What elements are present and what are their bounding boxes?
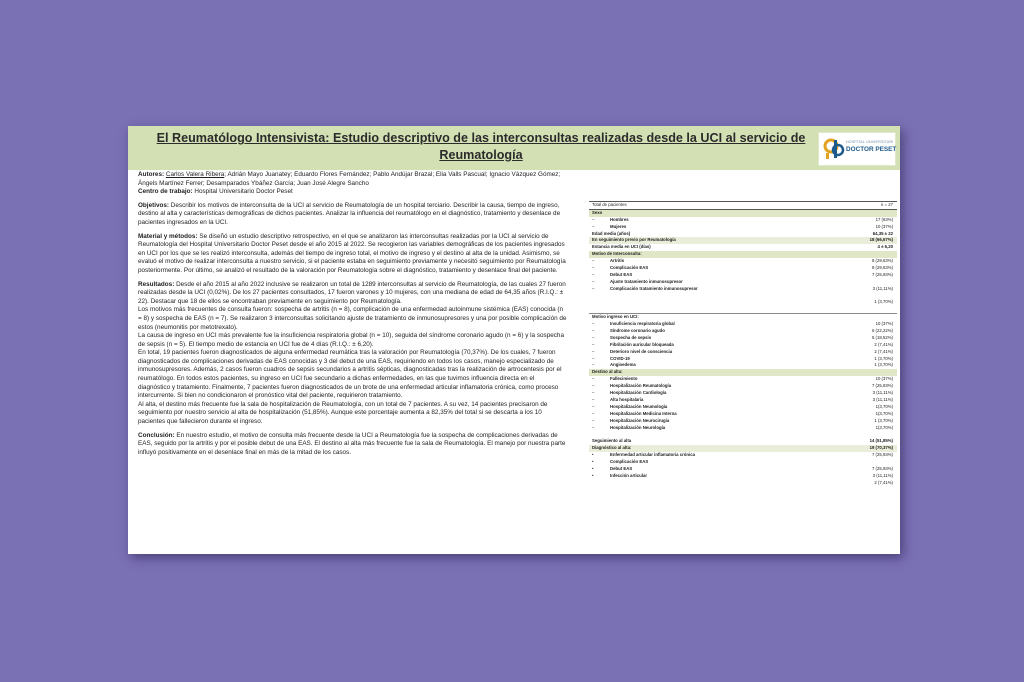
table-row (589, 335, 897, 342)
results-paragraph: Los motivos más frecuentes de consulta fueron: sospecha de artritis (n = 8), complicación de una enfermedad autoinmune sistémica (EAS) conocida (n = 8) y sospecha de EAS (n = 7). Se realizaron 3 interconsultas solicitando ajuste de tratamiento de inmunosupresores y una por posible complicación de estos (neumonitis por metotrexato). (138, 306, 567, 331)
table-row (589, 438, 897, 445)
row-label: Hombres (610, 216, 629, 222)
table-row (589, 411, 897, 418)
table-row (589, 224, 897, 231)
row-value: 4 ± 6,20 (877, 244, 893, 250)
row-label: Total de pacientes (592, 202, 627, 207)
row-value: 14 (51,85%) (869, 438, 893, 444)
row-label: Síndrome coronario agudo (610, 328, 665, 334)
row-label: Motivo de Interconsulta: (592, 251, 642, 257)
row-marker: – (592, 390, 595, 396)
row-marker: – (592, 258, 595, 264)
conclusion-label: Conclusión: (138, 431, 175, 439)
table-row (589, 349, 897, 356)
workplace-label: Centro de trabajo: (138, 188, 193, 196)
row-value: 10 (37%) (875, 376, 893, 382)
row-value: 1(3,70%) (875, 424, 893, 430)
row-marker: – (592, 285, 595, 291)
row-value: 17 (63%) (875, 216, 893, 222)
table-row (589, 313, 897, 321)
row-label: Hospitalización Neurocirugía (610, 417, 670, 423)
logo-line1: HOSPITAL UNIVERSITARI (846, 140, 894, 144)
row-marker: – (592, 348, 595, 354)
results-paragraph: La causa de ingreso en UCI más prevalente fue la insuficiencia respiratoria global (n = 10), seguida del síndrome coronario agudo (n = 6) y la sospecha de sepsis (n = 5). El tiempo medio de estancia en UCI fue de 4 días (R.I.Q.: ± 6,20). (138, 332, 564, 348)
table-row (589, 466, 897, 473)
table-row (589, 445, 897, 452)
row-value: 7 (25,93%) (871, 383, 893, 389)
row-label: Debut EAS (610, 465, 633, 471)
row-marker: – (592, 334, 595, 340)
row-marker: – (592, 265, 595, 271)
hospital-logo-icon (823, 137, 845, 161)
row-label: Alta hospitalaria (610, 396, 644, 402)
table-section-header (589, 251, 897, 258)
row-value: 1(3,70%) (875, 410, 893, 416)
row-value: 2 (7,41%) (874, 479, 893, 485)
row-marker: – (592, 278, 595, 284)
row-label: Destino al alta: (592, 369, 623, 375)
row-label: Deterioro nivel de consciencia (610, 348, 673, 354)
workplace-value: Hospital Universitario Doctor Peset (194, 188, 293, 196)
table-row (589, 356, 897, 363)
table-row (589, 397, 897, 404)
row-label: Hospitalización Neumología (610, 403, 668, 409)
table-row (589, 321, 897, 328)
row-label: Enfermedad articular inflamatoria crónica (610, 452, 696, 458)
table-row (589, 306, 897, 313)
row-label: Hospitalización Neurología (610, 424, 666, 430)
row-label: En seguimiento previo por Reumatología (592, 237, 676, 243)
row-marker: – (592, 216, 595, 222)
results-paragraph: En total, 19 pacientes fueron diagnosticados de alguna enfermedad reumática tras la valoración por Reumatología (70,37%). De los cuales, 7 fueron diagnosticados de complicaciones derivadas de EAS conocidas y 3 del debut de una EAS, requiriendo en todos los casos, manejo especializado de inmunosupresores. Además, 2 casos fueron cuadros de sepsis secundarios a artritis sépticas, diagnosticadas tras la realización de artrocentesis por el reumatólogo. En todos estos pacientes, su ingreso en UCI fue secundario a dichas enfermedades, en las que tuvimos influencia directa en el diagnóstico y tratamiento. Finalmente, 7 pacientes fueron diagnosticados de un brote de una enfermedad articular inflamatoria crónica, como proceso intercurrente. Si bien no condicionaron el pronóstico vital del paciente, requirieron tratamiento. (138, 349, 562, 400)
table-row (589, 376, 897, 383)
row-label: Fibrilación auricular bloqueada (610, 341, 674, 347)
row-marker: – (592, 383, 595, 389)
row-value: 19 (70,37%) (869, 445, 893, 451)
table-row (589, 272, 897, 279)
row-marker: – (592, 424, 595, 430)
table-row (589, 299, 897, 306)
row-value: 2 (7,41%) (874, 341, 893, 347)
table-row (589, 279, 897, 286)
row-label: Artritis (610, 258, 625, 264)
row-value: 8 (29,63%) (871, 265, 893, 271)
row-marker: – (592, 271, 595, 277)
row-label: Hospitalización Medicina Interna (610, 410, 677, 416)
objectives-text: Describir los motivos de interconsulta de la UCI al servicio de Reumatología de un hospital terciario. Describir la causa, tiempo de ingreso, destino al alta y características demográficas de dichos pacientes. Analizar la influencia del reumatólogo en el diagnóstico, tratamiento y desenlace de pacientes ingresados en la UCI. (138, 201, 561, 226)
hospital-logo (818, 132, 896, 166)
row-value: 10 (37%) (875, 321, 893, 327)
table-row (589, 265, 897, 272)
row-marker: – (592, 362, 595, 368)
row-label: Sospecha de sepsis (610, 334, 652, 340)
row-label: Ajuste tratamiento inmunosupresor (610, 278, 683, 284)
row-value: 10 (37%) (875, 223, 893, 229)
row-marker: • (592, 472, 594, 478)
table-row (589, 258, 897, 265)
poster-title: El Reumatólogo Intensivista: Estudio descriptivo de las interconsultas realizadas desde la UCI al servicio de Reumatología (156, 131, 806, 162)
authors-label: Autores: (138, 171, 165, 178)
row-label: Motivo ingreso en UCI: (592, 314, 639, 320)
row-marker: – (592, 223, 595, 229)
row-marker: – (592, 341, 595, 347)
row-marker: – (592, 376, 595, 382)
row-marker: • (592, 458, 594, 464)
row-value: 1 (3,70%) (874, 299, 893, 305)
row-value: 2 (7,41%) (874, 348, 893, 354)
row-value: 6 (22,22%) (871, 328, 893, 334)
row-value: 8 (29,63%) (871, 258, 893, 264)
row-value: 7 (25,93%) (871, 465, 893, 471)
row-value: 1 (3,70%) (874, 362, 893, 368)
row-value: 18 (66,67%) (869, 237, 893, 243)
row-marker: – (592, 396, 595, 402)
abstract-column (138, 171, 568, 457)
results-paragraph: Desde el año 2015 al año 2022 inclusive se realizaron un total de 1289 interconsultas al servicio de Reumatología, de las cuales 27 fueron realizadas desde la UCI (0,02%). De los 27 pacientes consultados, 17 fueron varones y 10 mujeres, con una mediana de edad de 64,35 años (R.I.Q.: ± 22). Destacar que 18 de ellos se encontraban previamente en seguimiento por Reumatología. (138, 280, 566, 305)
results-table (589, 201, 897, 487)
table-row (589, 362, 897, 369)
row-label: Debut EAS (610, 271, 633, 277)
title-banner (128, 126, 900, 170)
row-label: COVID-19 (610, 355, 630, 361)
table-row (589, 293, 897, 300)
table-row (589, 431, 897, 438)
table-row (589, 418, 897, 425)
row-marker: – (592, 410, 595, 416)
row-marker: – (592, 321, 595, 327)
row-value: 3 (11,11%) (872, 390, 893, 396)
row-value: 1 (3,70%) (874, 355, 893, 361)
authors (138, 171, 568, 188)
row-marker: – (592, 403, 595, 409)
row-label: Complicación EAS (610, 265, 649, 271)
row-marker: • (592, 452, 594, 458)
logo-line2: DOCTOR PESET (846, 146, 897, 153)
table-row (589, 286, 897, 293)
row-value: 3 (11,11%) (872, 396, 893, 402)
poster (128, 126, 900, 554)
results-section (138, 281, 568, 307)
row-label: Complicación EAS (610, 458, 649, 464)
conclusion-section (138, 432, 568, 458)
row-label: Mujeres (610, 223, 627, 229)
table-row (589, 473, 897, 480)
table-row (589, 231, 897, 238)
row-value: 7 (25,93%) (871, 452, 893, 458)
row-label: Edad media (años) (592, 230, 631, 236)
methods-label: Material y métodos: (138, 232, 198, 240)
row-label: Insuficiencia respiratoria global (610, 321, 675, 327)
table-row (589, 201, 897, 210)
table-section-header (589, 210, 897, 217)
table-row (589, 390, 897, 397)
table-row (589, 425, 897, 432)
row-label: Estancia media en UCI (días) (592, 244, 651, 250)
table-row (589, 383, 897, 390)
row-marker: – (592, 355, 595, 361)
row-label: Complicación tratamiento inmunosupresor (610, 285, 698, 291)
table-row (589, 237, 897, 244)
table-row (589, 217, 897, 224)
table-row (589, 328, 897, 335)
results-label: Resultados: (138, 280, 175, 288)
table-row (589, 452, 897, 459)
objectives-label: Objetivos: (138, 201, 170, 209)
table-row (589, 244, 897, 251)
row-label: Seguimiento al alta (592, 438, 632, 444)
row-value: 64,35 ± 22 (872, 230, 893, 236)
row-marker: – (592, 328, 595, 334)
table-row (589, 480, 897, 487)
row-label: Hospitalización Cardiología (610, 390, 667, 396)
conclusion-text: En nuestro estudio, el motivo de consulta más frecuente desde la UCI a Reumatología fue la sospecha de complicaciones derivadas de EAS, seguido por la artritis y por el posible debut de una EAS. El destino al alta más frecuente fue la sala de Reumatología. El manejo por nuestra parte influyó positivamente en el desenlace final en más de la mitad de los casos. (138, 431, 566, 456)
row-value: 1(3,70%) (875, 403, 893, 409)
row-value: 3 (11,11%) (872, 285, 893, 291)
workplace (138, 188, 568, 197)
row-value: 7 (25,93%) (871, 271, 893, 277)
table-row (589, 342, 897, 349)
row-marker: – (592, 417, 595, 423)
row-label: Infección articular (610, 472, 648, 478)
table-row (589, 404, 897, 411)
first-author: Carlos Valera Ribera (165, 171, 225, 178)
row-marker: • (592, 465, 594, 471)
row-label: Sexo (592, 209, 603, 215)
row-value: 3 (11,11%) (872, 472, 893, 478)
row-value: 1 (3,70%) (874, 417, 893, 423)
table-row (589, 459, 897, 466)
other-authors: ; Adrián Mayo Juanatey; Eduardo Flores Fernández; Pablo Andújar Brazal; Elia Valls Pascual; Ignacio Vázquez Gómez; Àngels Martínez Ferrer; Desamparados Ybáñez García; Juan José Alegre Sancho (138, 171, 561, 187)
row-value: 5 (18,52%) (871, 334, 893, 340)
row-label: Angioedema (610, 362, 636, 368)
row-value: n = 27 (880, 202, 893, 207)
row-label: Hospitalización Reumatología (610, 383, 672, 389)
methods-text: Se diseñó un estudio descriptivo retrospectivo, en el que se analizaron las interconsultas realizadas por la UCI al servicio de Reumatología del Hospital Universitario Doctor Peset desde el año 2015 al 2022. Se recogieron las variables demográficas de los pacientes ingresados en UCI por los que se les realizó interconsulta, además del tiempo de ingreso total, el motivo de ingreso y el destino al alta de la unidad. Asimismo, se evaluó el motivo de realizar interconsulta a nuestro servicio, si el paciente estaba en seguimiento previamente y necesitó seguimiento por Reumatología posteriormente. Por último, se analizó el resultado de la valoración por Reumatología sobre el diagnóstico, tratamiento y desenlace final del paciente. (138, 232, 566, 274)
row-label: Diagnóstico al alta: (592, 445, 632, 451)
row-label: Fallecimiento (610, 376, 638, 382)
objectives-section (138, 202, 568, 228)
results-paragraph: Al alta, el destino más frecuente fue la sala de hospitalización de Reumatología, con un total de 7 pacientes. A su vez, 14 pacientes precisaron de seguimiento por nuestro servicio al alta de hospitalización (51,85%). Aunque este porcentaje aumenta a 82,35% del total si se descarta a los 10 pacientes que fallecieron durante el ingreso. (138, 400, 548, 426)
table-section-header (589, 369, 897, 376)
methods-section (138, 233, 568, 276)
